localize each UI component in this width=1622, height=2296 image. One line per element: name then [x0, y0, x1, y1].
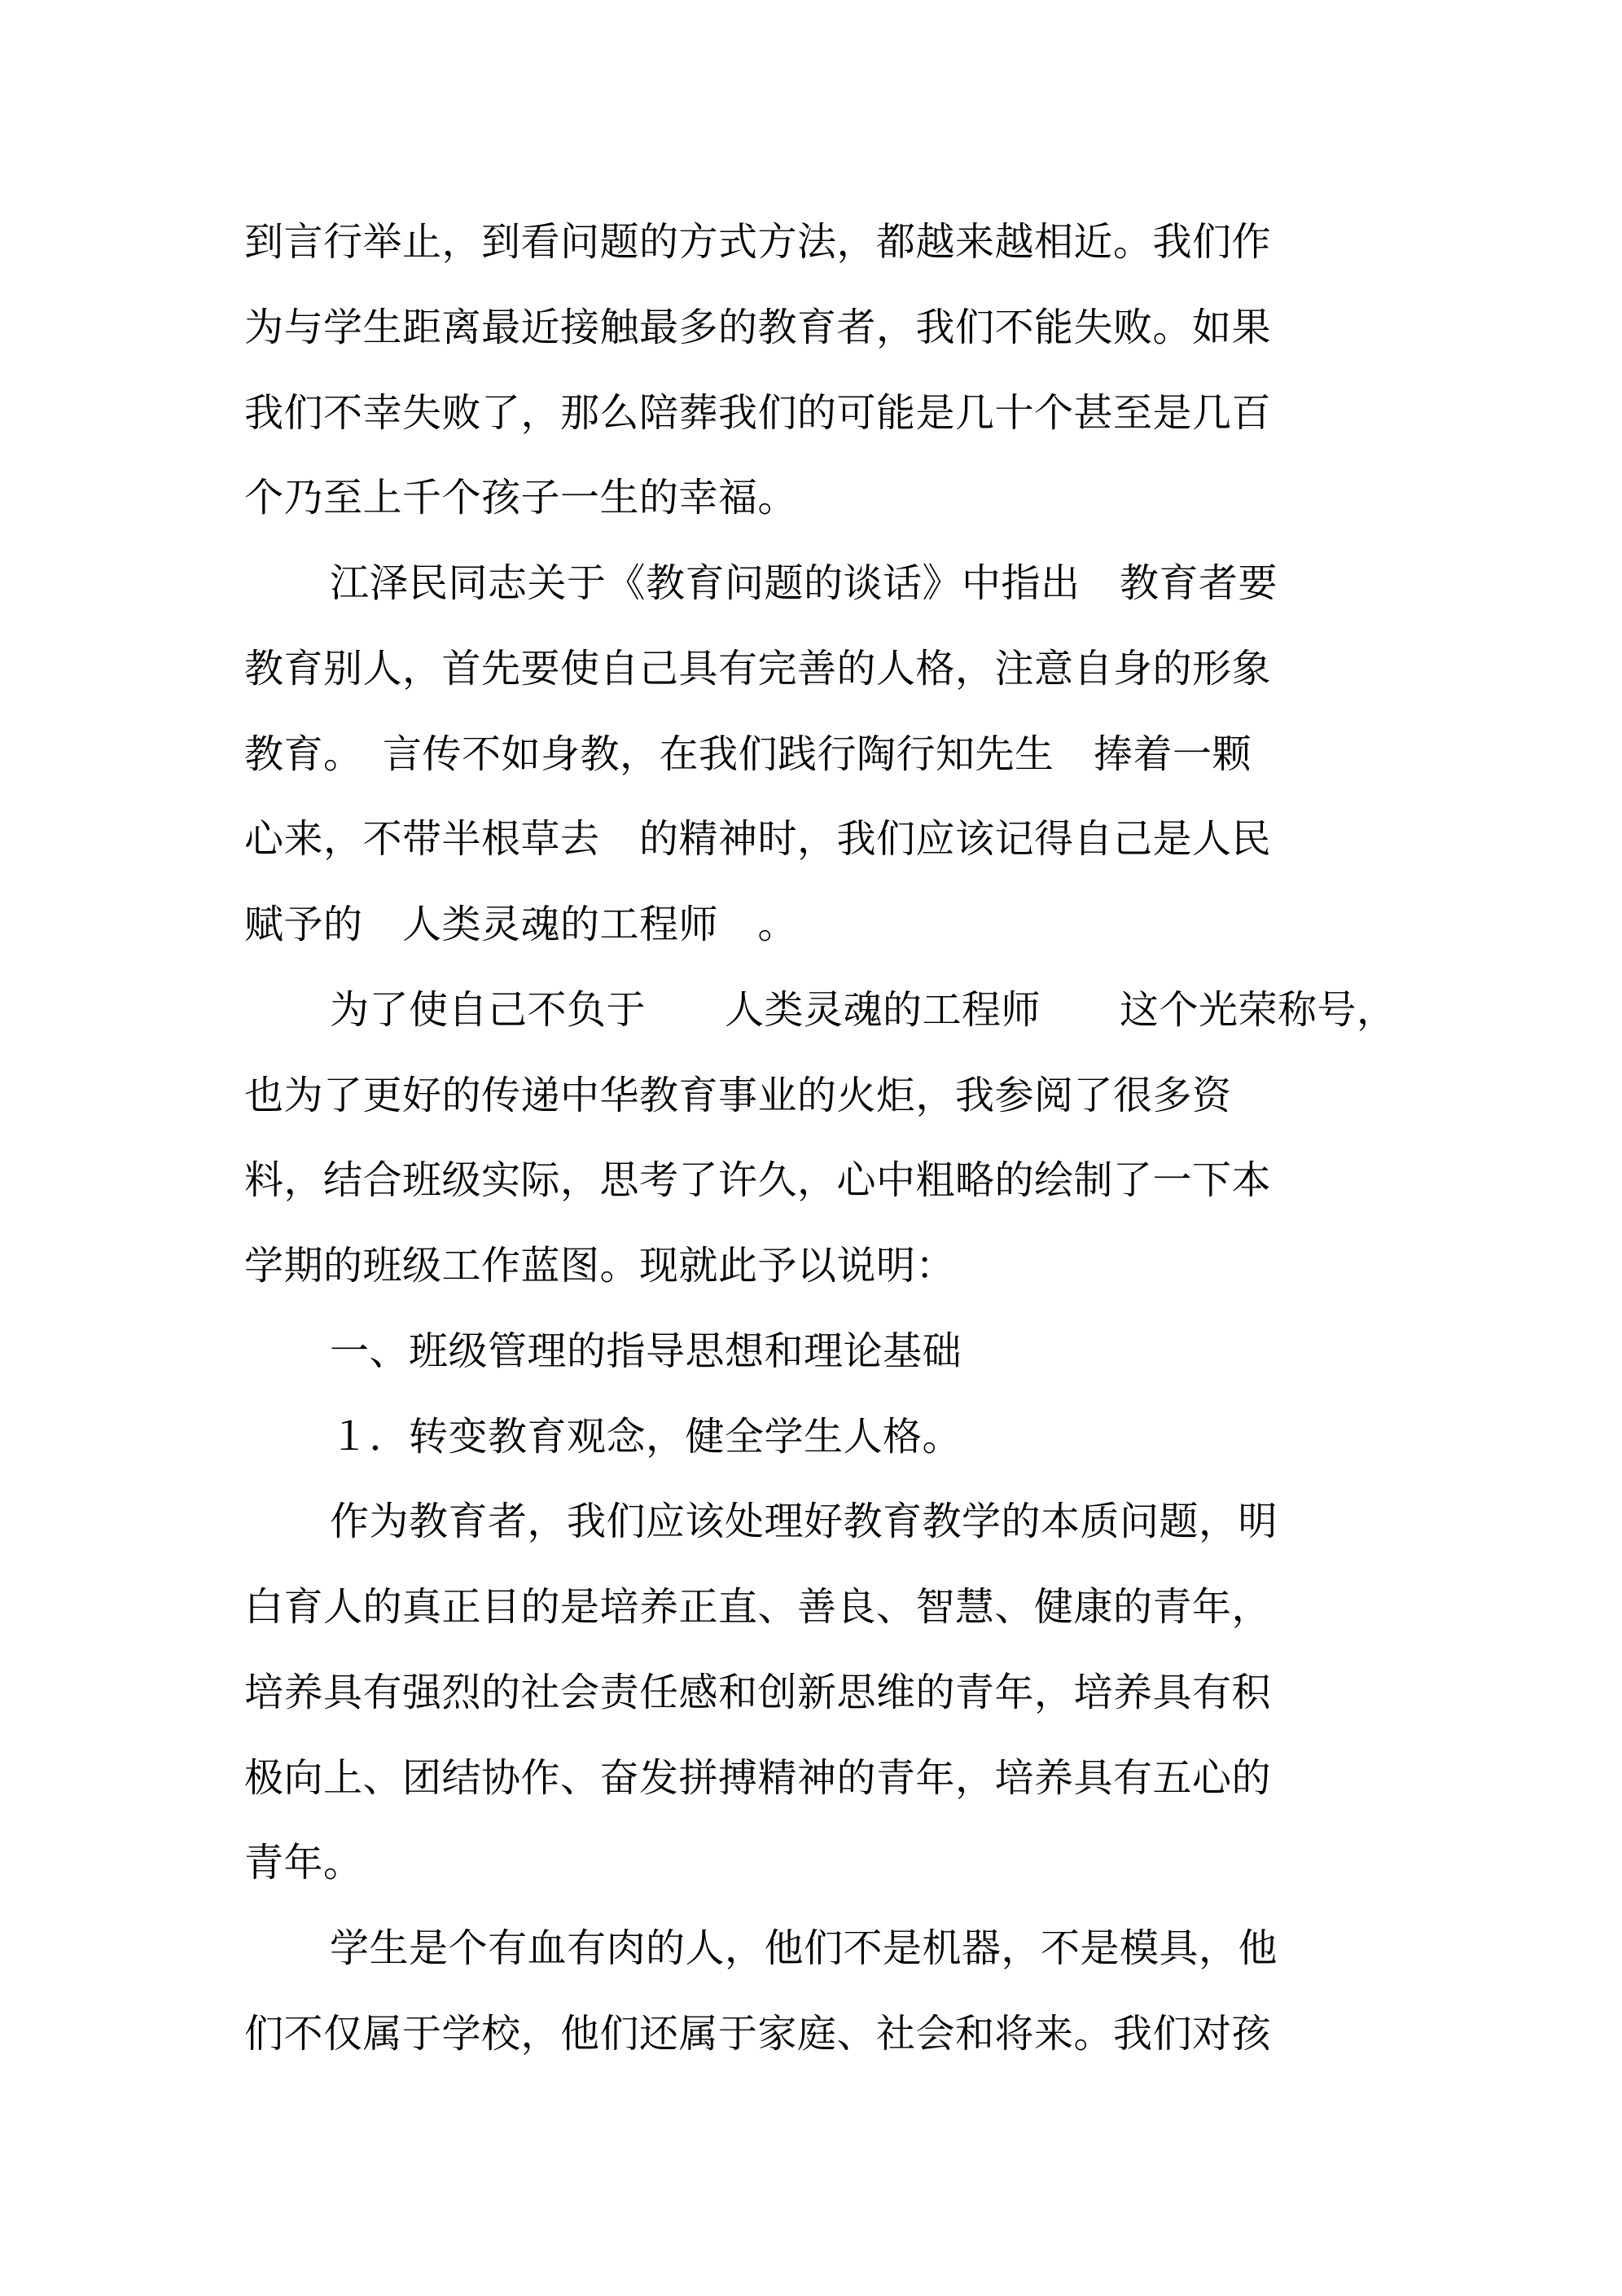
text-line: 料，结合班级实际，思考了许久，心中粗略的绘制了一下本: [244, 1159, 1272, 1203]
text-line: 为与学生距离最近接触最多的教育者，我们不能失败。如果: [244, 305, 1272, 349]
text-line: １．转变教育观念，健全学生人格。: [330, 1415, 962, 1459]
text-line: 心来，不带半根草去 的精神时，我们应该记得自己是人民: [244, 818, 1272, 862]
text-line: 们不仅属于学校，他们还属于家庭、社会和将来。我们对孩: [244, 2012, 1272, 2056]
text-line: 一、班级管理的指导思想和理论基础: [330, 1329, 962, 1373]
text-line: 学期的班级工作蓝图。现就此予以说明：: [244, 1245, 956, 1288]
text-line: 赋予的 人类灵魂的工程师 。: [244, 903, 798, 946]
text-line: 我们不幸失败了，那么陪葬我们的可能是几十个甚至是几百: [244, 391, 1272, 435]
text-line: 到言行举止，到看问题的方式方法，都越来越相近。我们作: [244, 221, 1272, 264]
text-line: 个乃至上千个孩子一生的幸福。: [244, 476, 798, 520]
text-line: 为了使自己不负于 人类灵魂的工程师 这个光荣称号，: [330, 988, 1396, 1032]
text-line: 也为了更好的传递中华教育事业的火炬，我参阅了很多资: [244, 1073, 1232, 1117]
document-text-block: [244, 200, 1433, 2078]
text-line: 极向上、团结协作、奋发拼搏精神的青年，培养具有五心的: [244, 1756, 1272, 1800]
text-line: 教育别人，首先要使自己具有完善的人格，注意自身的形象: [244, 647, 1272, 691]
text-line: 培养具有强烈的社会责任感和创新思维的青年，培养具有积: [244, 1670, 1272, 1714]
text-line: 江泽民同志关于《教育问题的谈话》中指出 教育者要: [330, 562, 1278, 605]
text-line: 作为教育者，我们应该处理好教育教学的本质问题，明: [330, 1500, 1278, 1544]
text-line: 教育。 言传不如身教，在我们践行陶行知先生 捧着一颗: [244, 732, 1252, 776]
text-line: 白育人的真正目的是培养正直、善良、智慧、健康的青年，: [244, 1586, 1272, 1629]
text-line: 青年。: [244, 1842, 363, 1886]
text-line: 学生是个有血有肉的人，他们不是机器，不是模具，他: [330, 1927, 1278, 1970]
